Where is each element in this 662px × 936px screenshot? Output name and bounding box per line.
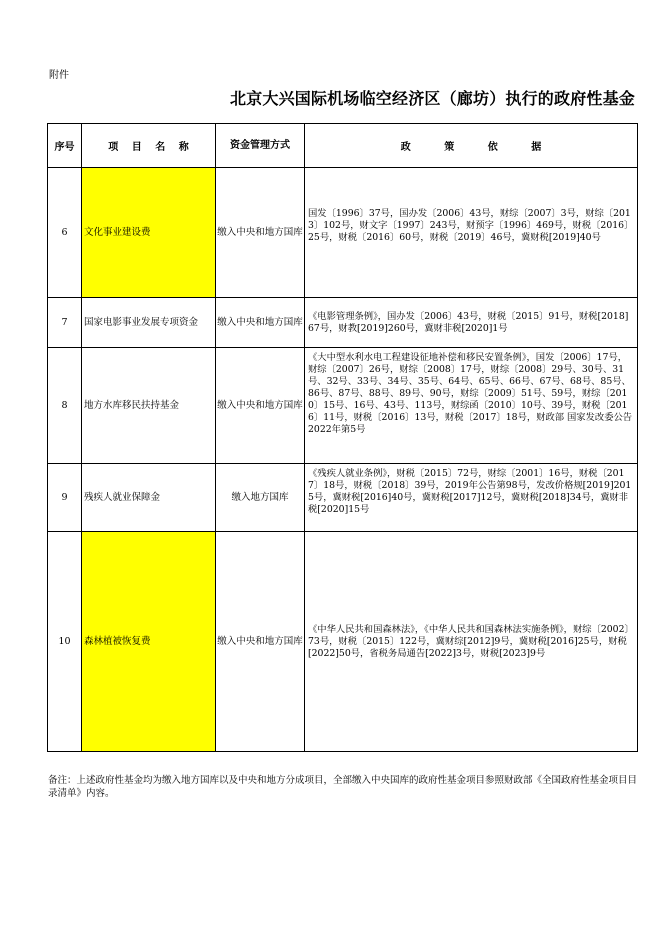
header-policy: 政 策 依 据: [305, 124, 638, 168]
table-row: [48, 298, 638, 348]
row-name: 文化事业建设费: [82, 168, 216, 298]
header-mode: 资金管理方式: [216, 124, 305, 168]
row-name: 森林植被恢复费: [82, 532, 216, 752]
row-mode: 缴入中央和地方国库: [216, 348, 305, 464]
header-num: 序号: [48, 124, 82, 168]
row-policy: 《大中型水利水电工程建设征地补偿和移民安置条例》，国发〔2006〕17号，财综〔2007〕26号，财综〔2008〕17号，财综〔2008〕29号、30号、31号、32号、33号、34号、35号、64号、65号、66号、67号、68号、85号、86号、87号、88号、89号、90号，财综〔2009〕51号、59号，财综〔2010〕15号、16号、43号、113号，财综函〔2010〕10号、39号，财税〔2016〕11号，财税〔2016〕13号，财税〔2017〕18号，财政部 国家发改委公告2022年第5号: [305, 348, 638, 464]
row-num: 7: [48, 298, 82, 348]
page-title: 北京大兴国际机场临空经济区（廊坊）执行的政府性基金: [230, 89, 636, 108]
table-row: [48, 168, 638, 298]
row-policy: 《残疾人就业条例》，财税〔2015〕72号，财综〔2001〕16号，财税〔2017〕18号，财税〔2018〕39号，2019年公告第98号，发改价格规[2019]2015号，冀财税[2016]40号，冀财税[2017]12号，冀财税[2018]34号，冀财非税[2020]15号: [305, 464, 638, 532]
row-policy: 国发〔1996〕37号，国办发〔2006〕43号，财综〔2007〕3号，财综〔2013〕102号，财文字〔1997〕243号，财预字〔1996〕469号，财税〔2016〕25号，财税〔2016〕60号，财税〔2019〕46号，冀财税[2019]40号: [305, 168, 638, 298]
row-policy: 《中华人民共和国森林法》，《中华人民共和国森林法实施条例》，财综〔2002〕73号，财税〔2015〕122号，冀财综[2012]9号，冀财税[2016]25号，财税[2022]50号，省税务局通告[2022]3号，财税[2023]9号: [305, 532, 638, 752]
row-name: 残疾人就业保障金: [82, 464, 216, 532]
table-row: [48, 348, 638, 464]
row-mode: 缴入中央和地方国库: [216, 532, 305, 752]
table-row: [48, 532, 638, 752]
row-num: 6: [48, 168, 82, 298]
header-name: 项 目 名 称: [82, 124, 216, 168]
row-num: 9: [48, 464, 82, 532]
row-mode: 缴入中央和地方国库: [216, 298, 305, 348]
row-name: 地方水库移民扶持基金: [82, 348, 216, 464]
fund-table: [47, 123, 638, 752]
footnote: 备注：上述政府性基金均为缴入地方国库以及中央和地方分成项目，全部缴入中央国库的政府性基金项目参照财政部《全国政府性基金项目目录清单》内容。: [48, 775, 638, 799]
row-name: 国家电影事业发展专项资金: [82, 298, 216, 348]
row-num: 8: [48, 348, 82, 464]
table-header-row: [48, 124, 638, 168]
row-mode: 缴入地方国库: [216, 464, 305, 532]
row-policy: 《电影管理条例》，国办发〔2006〕43号，财税〔2015〕91号，财税[2018]67号，财教[2019]260号，冀财非税[2020]1号: [305, 298, 638, 348]
table-row: [48, 464, 638, 532]
row-num: 10: [48, 532, 82, 752]
attachment-label: 附件: [49, 70, 69, 81]
row-mode: 缴入中央和地方国库: [216, 168, 305, 298]
